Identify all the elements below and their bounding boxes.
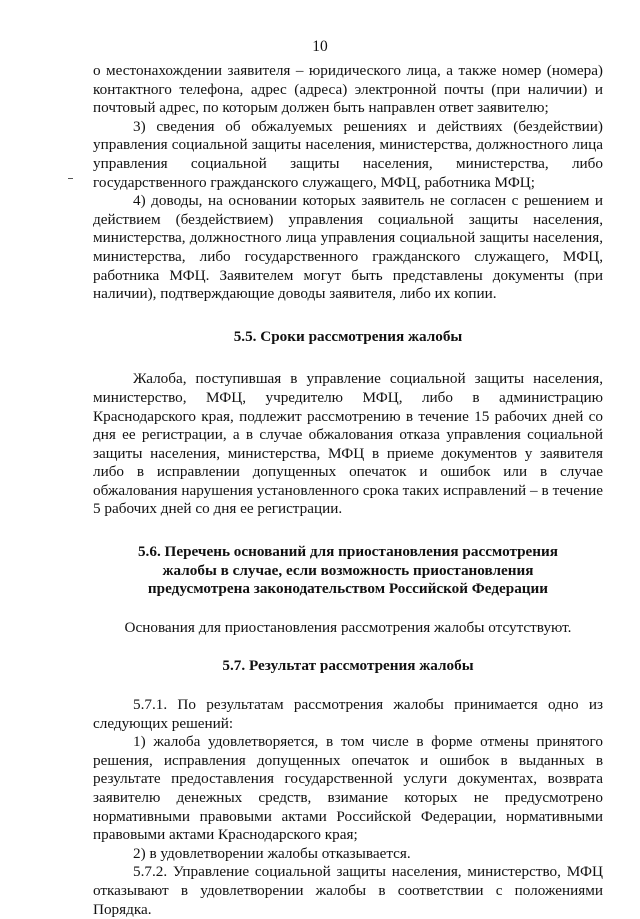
section-5-5-text: Жалоба, поступившая в управление социальной защиты населения, министерство, МФЦ, учредителю МФЦ, либо в администрацию Краснодарского края, подлежит рассмотрению в течение 15 рабочих дней со дня ее регистрации, а в случае обжалования отказа управления социальной защиты населения, министерства, МФЦ в приеме документов у заявителя либо в исправлении допущенных опечаток и ошибок или в случае обжалования нарушения установленного срока таких исправлений – в течение 5 рабочих дней со дня ее регистрации.	[93, 370, 603, 518]
section-5-6-heading-line: 5.6. Перечень оснований для приостановления рассмотрения	[137, 543, 559, 561]
section-5-6-heading-line: жалобы в случае, если возможность приостановления	[162, 561, 534, 579]
spacer	[93, 637, 603, 657]
paragraph-applicant-address: о местонахождении заявителя – юридического лица, а также номер (номера) контактного телефона, адрес (адреса) электронной почты (при наличии) и почтовый адрес, по которым должен быть направлен ответ заявителю;	[93, 62, 603, 117]
spacer	[93, 304, 603, 328]
spacer	[93, 676, 603, 696]
section-5-6-heading	[93, 543, 603, 599]
spacer	[93, 346, 603, 370]
spacer	[93, 519, 603, 543]
section-5-6-heading-line: предусмотрена законодательством Российской Федерации	[147, 580, 549, 598]
page-number: 10	[312, 38, 328, 55]
spacer	[93, 599, 603, 619]
section-5-5-heading: 5.5. Сроки рассмотрения жалобы	[233, 327, 463, 345]
section-5-7-2: 5.7.2. Управление социальной защиты населения, министерство, МФЦ отказывают в удовлетворении жалобы в соответствии с положениями Порядка.	[93, 863, 603, 918]
section-5-6-text: Основания для приостановления рассмотрения жалобы отсутствуют.	[124, 618, 572, 636]
section-5-7-decision-1: 1) жалоба удовлетворяется, в том числе в форме отмены принятого решения, исправления допущенных опечаток и ошибок в выданных в результате предоставления государственной услуги документах, возврата заявителю денежных средств, взимание которых не предусмотрено нормативными правовыми актами Российской Федерации, нормативными правовыми актами Краснодарского края;	[93, 733, 603, 844]
section-5-7-1: 5.7.1. По результатам рассмотрения жалобы принимается одно из следующих решений:	[93, 696, 603, 732]
page-content	[93, 62, 603, 919]
paragraph-item-3: 3) сведения об обжалуемых решениях и действиях (бездействии) управления социальной защиты населения, министерства, должностного лица управления социальной защиты населения, министерства, либо государственного гражданского служащего, МФЦ, работника МФЦ;	[93, 117, 603, 191]
paragraph-item-4: 4) доводы, на основании которых заявитель не согласен с решением и действием (бездействием) управления социальной защиты населения, министерства, должностного лица управления социальной защиты населения, министерства, либо государственного гражданского служащего, МФЦ, работника МФЦ. Заявителем могут быть представлены документы (при наличии), подтверждающие доводы заявителя, либо их копии.	[93, 192, 603, 303]
section-5-7-decision-2: 2) в удовлетворении жалобы отказывается.	[133, 844, 411, 862]
section-5-7-heading: 5.7. Результат рассмотрения жалобы	[222, 657, 474, 675]
margin-mark	[68, 178, 73, 179]
